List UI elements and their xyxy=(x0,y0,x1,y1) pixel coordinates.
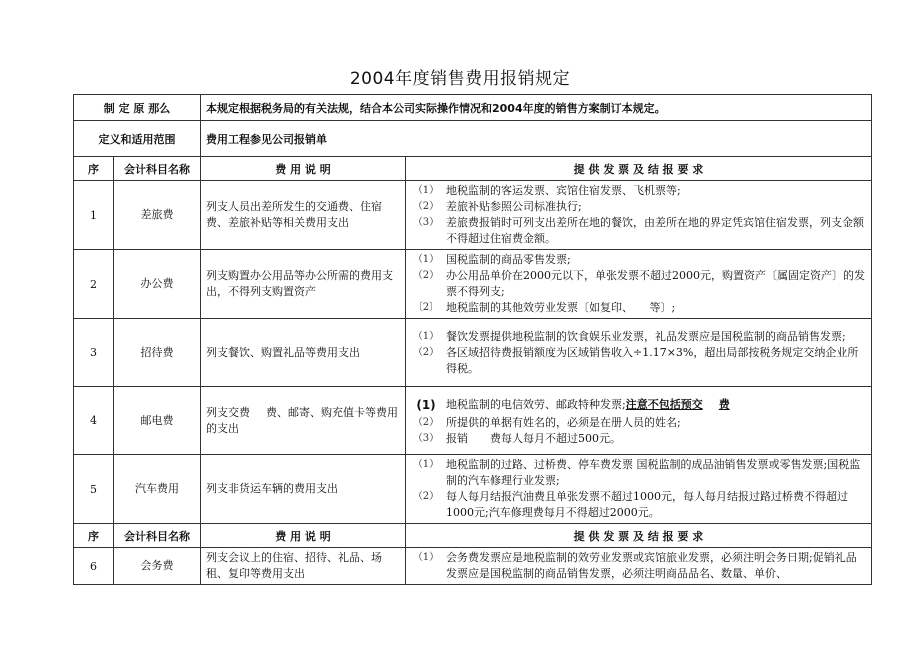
row-desc: 列支餐饮、购置礼品等费用支出 xyxy=(201,319,406,387)
requirement-item: （1） 国税监制的商品零售发票; xyxy=(412,253,571,266)
row-seq: 2 xyxy=(74,250,114,319)
header-req: 提 供 发 票 及 结 报 要 求 xyxy=(406,157,872,181)
header-account: 会计科目名称 xyxy=(114,157,201,181)
row-desc: 列支交费 费、邮寄、购充值卡等费用的支出 xyxy=(201,387,406,455)
table-row xyxy=(74,319,872,387)
row-desc: 列支会议上的住宿、招待、礼品、场租、复印等费用支出 xyxy=(201,548,406,585)
requirement-item: (1) 地税监制的电信效劳、邮政特种发票;注意不包括预交 费 xyxy=(416,397,730,412)
row-requirements xyxy=(406,548,872,585)
requirement-item: （1） 餐饮发票提供地税监制的饮食娱乐业发票，礼品发票应是国税监制的商品销售发票; xyxy=(412,329,846,343)
row-requirements xyxy=(406,387,872,455)
row-desc: 列支购置办公用品等办公所需的费用支出，不得列支购置资产 xyxy=(201,250,406,319)
row-account: 会务费 xyxy=(114,548,201,585)
row-account: 办公费 xyxy=(114,250,201,319)
header-row xyxy=(74,524,872,548)
principle-label: 制 定 原 那么 xyxy=(74,95,201,121)
requirement-item: （1） 会务费发票应是地税监制的效劳业发票或宾馆旅业发票，必须注明会务日期;促销礼品发票应是国税监制的商品销售发票，必须注明商品品名、数量、单价、 xyxy=(412,551,857,580)
document-title: 2004年度销售费用报销规定 xyxy=(349,69,571,89)
requirement-item: （3） 报销 费每人每月不超过500元。 xyxy=(412,431,621,445)
scope-text: 费用工程参见公司报销单 xyxy=(201,121,872,157)
requirement-item: （2） 办公用品单价在2000元以下，单张发票不超过2000元，购置资产〔属固定资产〕的发票不得列支; xyxy=(412,269,865,298)
requirement-item: （2） 差旅补贴参照公司标准执行; xyxy=(412,200,582,213)
header-desc: 费 用 说 明 xyxy=(201,524,406,548)
table-row xyxy=(74,387,872,455)
row-requirements xyxy=(406,250,872,319)
row-desc: 列支非货运车辆的费用支出 xyxy=(201,455,406,524)
table-row xyxy=(74,455,872,524)
header-row xyxy=(74,157,872,181)
table-row xyxy=(74,181,872,250)
row-requirements xyxy=(406,455,872,524)
principle-row xyxy=(74,95,872,121)
requirement-item: （1） 地税监制的过路、过桥费、停车费发票 国税监制的成品油销售发票或零售发票;国税监制的汽车修理行业发票; xyxy=(412,458,861,487)
requirement-item: （2） 每人每月结报汽油费且单张发票不超过1000元，每人每月结报过路过桥费不得超过1000元;汽车修理费每月不得超过2000元。 xyxy=(412,490,848,519)
scope-label: 定义和适用范围 xyxy=(74,121,201,157)
scope-row xyxy=(74,121,872,157)
header-seq: 序 xyxy=(74,157,114,181)
header-account: 会计科目名称 xyxy=(114,524,201,548)
requirement-item: （3） 差旅费报销时可列支出差所在地的餐饮，由差所在地的界定凭宾馆住宿发票，列支金额不得超过住宿费金额。 xyxy=(412,216,864,245)
row-seq: 3 xyxy=(74,319,114,387)
header-req: 提 供 发 票 及 结 报 要 求 xyxy=(406,524,872,548)
row-seq: 4 xyxy=(74,387,114,455)
row-account: 招待费 xyxy=(114,319,201,387)
row-requirements xyxy=(406,319,872,387)
requirement-item: （2） 所提供的单据有姓名的，必须是在册人员的姓名; xyxy=(412,415,681,429)
row-account: 邮电费 xyxy=(114,387,201,455)
row-account: 差旅费 xyxy=(114,181,201,250)
expense-rules-table xyxy=(73,94,872,585)
requirement-item: 〔2〕 地税监制的其他效劳业发票〔如复印、 等〕; xyxy=(412,301,676,314)
row-desc: 列支人员出差所发生的交通费、住宿费、差旅补贴等相关费用支出 xyxy=(201,181,406,250)
principle-text: 本规定根据税务局的有关法规，结合本公司实际操作情况和2004年度的销售方案制订本规定。 xyxy=(201,95,872,121)
row-seq: 1 xyxy=(74,181,114,250)
row-seq: 6 xyxy=(74,548,114,585)
header-seq: 序 xyxy=(74,524,114,548)
row-account: 汽车费用 xyxy=(114,455,201,524)
requirement-item: （1） 地税监制的客运发票、宾馆住宿发票、飞机票等; xyxy=(412,184,681,197)
header-desc: 费 用 说 明 xyxy=(201,157,406,181)
row-requirements xyxy=(406,181,872,250)
table-row xyxy=(74,250,872,319)
row-seq: 5 xyxy=(74,455,114,524)
table-row xyxy=(74,548,872,585)
requirement-item: （2） 各区域招待费报销额度为区域销售收入÷1.17×3%，超出局部按税务规定交纳企业所得税。 xyxy=(412,345,859,375)
